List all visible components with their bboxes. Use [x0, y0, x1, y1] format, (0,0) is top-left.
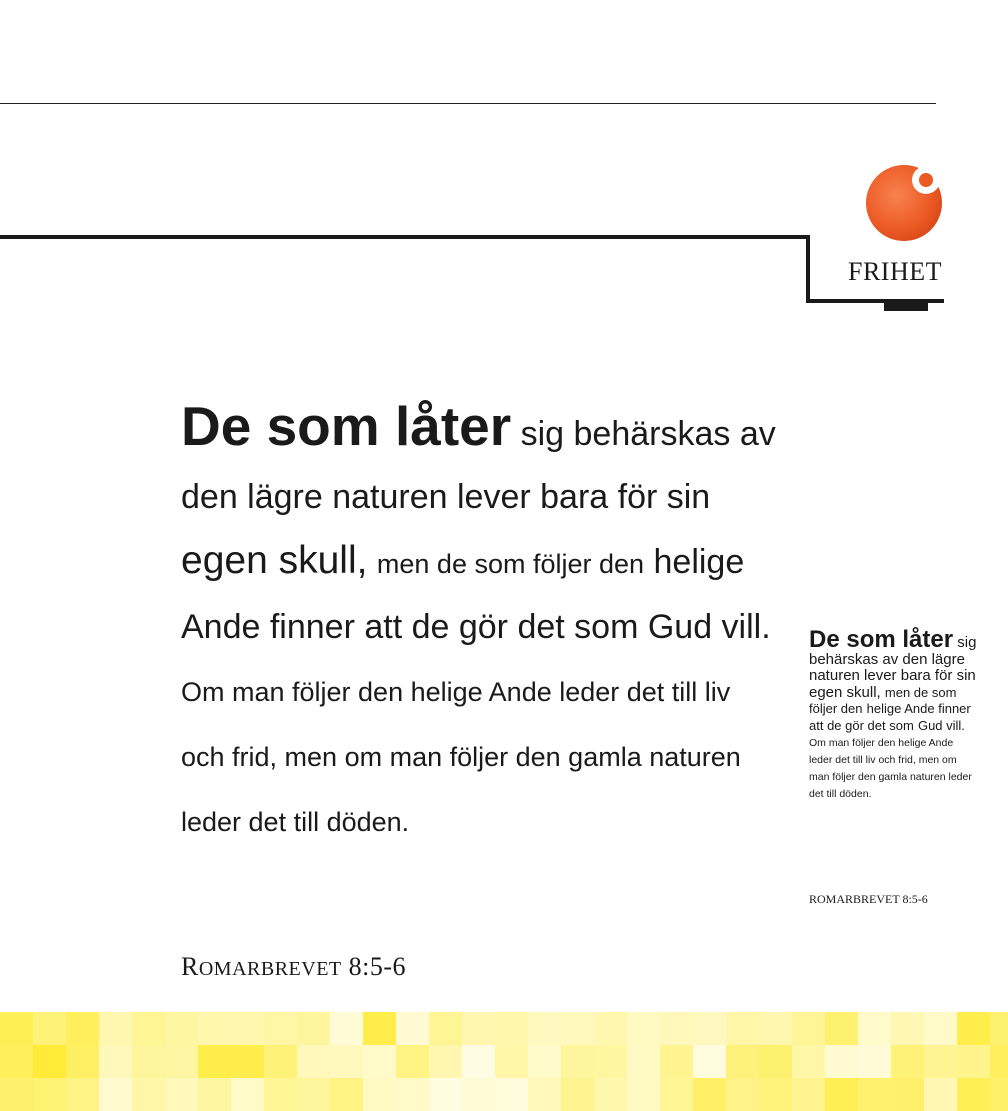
mosaic-tile [363, 1012, 396, 1045]
mosaic-tile [561, 1078, 594, 1111]
mosaic-tile [396, 1045, 429, 1078]
mosaic-tile [693, 1012, 726, 1045]
mosaic-tile [957, 1012, 990, 1045]
mosaic-tile [759, 1045, 792, 1078]
mosaic-tile [429, 1012, 462, 1045]
mosaic-tile [924, 1078, 957, 1111]
quote-part1: sig behärskas av den lägre naturen lever bara för sin [181, 415, 776, 516]
mosaic-tile [660, 1078, 693, 1111]
mosaic-tile [561, 1045, 594, 1078]
mosaic-tile [792, 1045, 825, 1078]
mosaic-tile [462, 1078, 495, 1111]
mosaic-tile [759, 1012, 792, 1045]
mosaic-tile [726, 1012, 759, 1045]
mosaic-tile [66, 1078, 99, 1111]
mosaic-tile [858, 1012, 891, 1045]
mini-quote-lead: De som låter [809, 626, 954, 653]
mosaic-tile [165, 1078, 198, 1111]
mosaic-tile [264, 1078, 297, 1111]
mosaic-tile [132, 1045, 165, 1078]
mosaic-tile [825, 1045, 858, 1078]
mosaic-tile [858, 1045, 891, 1078]
mosaic-tile [165, 1045, 198, 1078]
mosaic-tile [0, 1012, 33, 1045]
mosaic-tile [726, 1045, 759, 1078]
mini-quote-part2: egen skull, [809, 683, 881, 701]
mosaic-tile [396, 1012, 429, 1045]
mini-scripture-reference: ROMARBREVET 8:5-6 [809, 892, 928, 906]
mosaic-tile [297, 1045, 330, 1078]
reference-verse: 8:5-6 [348, 952, 407, 981]
mosaic-tile [792, 1078, 825, 1111]
mosaic-tile [462, 1045, 495, 1078]
mosaic-tile [594, 1045, 627, 1078]
mosaic-tile [693, 1045, 726, 1078]
reference-initial: R [181, 952, 199, 981]
mosaic-tile [66, 1045, 99, 1078]
mosaic-tile [891, 1045, 924, 1078]
mosaic-tile [990, 1078, 1008, 1111]
mosaic-tile [495, 1045, 528, 1078]
mosaic-tile [33, 1045, 66, 1078]
yellow-mosaic-banner [0, 1012, 1008, 1111]
reference-rest: OMARBREVET [198, 958, 342, 980]
mosaic-tile [660, 1012, 693, 1045]
mosaic-tile [726, 1078, 759, 1111]
mosaic-tile [297, 1078, 330, 1111]
mosaic-tile [231, 1045, 264, 1078]
frame-line-horizontal [0, 235, 810, 239]
quote-part3: men de som följer den [376, 549, 645, 579]
mosaic-tile [330, 1012, 363, 1045]
mosaic-tile [693, 1078, 726, 1111]
mosaic-tile [528, 1045, 561, 1078]
main-quote [181, 395, 781, 854]
frame-line-vertical [806, 235, 810, 303]
quote-part6: Om man följer den helige Ande leder det till liv och frid, men om man följer den gamla naturen leder det till döden. [181, 677, 741, 837]
category-label: FRIHET [848, 257, 942, 286]
mosaic-tile [825, 1078, 858, 1111]
mosaic-tile [132, 1012, 165, 1045]
mosaic-tile [396, 1078, 429, 1111]
mosaic-tile [990, 1012, 1008, 1045]
mosaic-tile [891, 1012, 924, 1045]
mosaic-tile [759, 1078, 792, 1111]
mosaic-tile [627, 1078, 660, 1111]
mosaic-tile [231, 1012, 264, 1045]
mosaic-tile [990, 1045, 1008, 1078]
mosaic-tile [528, 1078, 561, 1111]
mosaic-tile [198, 1045, 231, 1078]
top-rule [0, 103, 936, 104]
mosaic-tile [198, 1012, 231, 1045]
mosaic-tile [957, 1078, 990, 1111]
scripture-reference [181, 952, 406, 982]
mosaic-tile [627, 1012, 660, 1045]
mosaic-tile [594, 1012, 627, 1045]
mosaic-tile [462, 1012, 495, 1045]
mosaic-tile [99, 1012, 132, 1045]
mosaic-tile [33, 1012, 66, 1045]
mosaic-tile [363, 1078, 396, 1111]
mosaic-tile [99, 1078, 132, 1111]
mosaic-tile [264, 1012, 297, 1045]
mosaic-tile [0, 1045, 33, 1078]
quote-part5: Gud vill. [647, 608, 771, 646]
mosaic-tile [429, 1078, 462, 1111]
mosaic-tile [594, 1078, 627, 1111]
mini-quote-part6: Om man följer den helige Ande leder det till liv och frid, men om man följer den gamla naturen leder det till döden. [809, 737, 972, 800]
mosaic-tile [165, 1012, 198, 1045]
mosaic-tile [825, 1012, 858, 1045]
mosaic-tile [132, 1078, 165, 1111]
mosaic-tile [495, 1012, 528, 1045]
mosaic-tile [858, 1078, 891, 1111]
mosaic-tile [297, 1012, 330, 1045]
mosaic-tile [561, 1012, 594, 1045]
mini-quote-part1: sig behärskas av den lägre naturen lever bara för sin [809, 634, 977, 684]
orange-circle-logo-icon [862, 162, 950, 244]
mosaic-tile [33, 1078, 66, 1111]
quote-part4: helige Ande finner att de gör det som [181, 543, 745, 646]
mosaic-tile [0, 1078, 33, 1111]
frame-tab [884, 302, 928, 311]
mosaic-tile [924, 1045, 957, 1078]
quote-lead: De som låter [181, 395, 512, 457]
mosaic-tile [330, 1078, 363, 1111]
mosaic-tile [627, 1045, 660, 1078]
mosaic-tile [231, 1078, 264, 1111]
mosaic-tile [330, 1045, 363, 1078]
mosaic-tile [198, 1078, 231, 1111]
mosaic-tile [429, 1045, 462, 1078]
mosaic-tile [363, 1045, 396, 1078]
quote-part2: egen skull, [181, 539, 368, 582]
mini-quote-part3: men de som följer den [809, 684, 957, 716]
mosaic-tile [924, 1012, 957, 1045]
mosaic-tile [792, 1012, 825, 1045]
mosaic-tile [528, 1012, 561, 1045]
mini-quote-part5: Gud vill. [917, 717, 965, 733]
mosaic-tile [957, 1045, 990, 1078]
mosaic-tile [66, 1012, 99, 1045]
mosaic-tile [891, 1078, 924, 1111]
mosaic-tile [264, 1045, 297, 1078]
mosaic-tile [660, 1045, 693, 1078]
mosaic-tile [99, 1045, 132, 1078]
mini-quote-part4: helige Ande finner att de gör det som [809, 701, 971, 733]
mosaic-tile [495, 1078, 528, 1111]
mini-quote [809, 626, 979, 802]
